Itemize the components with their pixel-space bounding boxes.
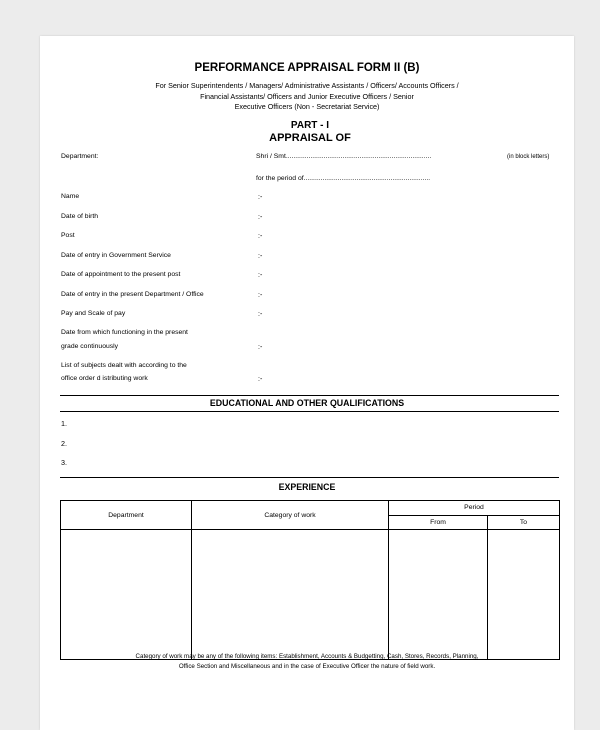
col-header-to: To (488, 515, 560, 530)
footnote-line1: Category of work may be any of the following items: Establishment, Accounts & Budgetting, Cash, Stores, Records, Planning, (135, 653, 479, 660)
qualification-item-2[interactable]: 2. (61, 439, 67, 448)
qualifications-heading: EDUCATIONAL AND OTHER QUALIFICATIONS (209, 398, 405, 408)
footnote-line2: Office Section and Miscellaneous and in the case of Executive Officer the nature of field work. (178, 663, 436, 670)
field-subjects-label-line1: List of subjects dealt with according to the (61, 362, 187, 369)
section-divider (60, 395, 559, 396)
field-appointment-input[interactable]: :- (258, 272, 263, 279)
field-post-input[interactable]: :- (258, 233, 263, 240)
field-subjects-label-line2: office order d istributing work (61, 375, 148, 382)
form-subtitle-line2: Financial Assistants/ Officers and Junior Executive Officers / Senior (200, 92, 414, 101)
field-pay-label: Pay and Scale of pay (61, 310, 126, 317)
col-header-category: Category of work (192, 501, 389, 530)
cell-from[interactable] (389, 530, 488, 660)
field-functioning-label-line2: grade continuously (61, 343, 119, 350)
block-letters-note: (in block letters) (507, 154, 550, 160)
field-name-input[interactable]: :- (258, 194, 263, 201)
field-appointment-label: Date of appointment to the present post (61, 271, 181, 278)
field-govt-entry-label: Date of entry in Government Service (61, 252, 171, 259)
qualification-item-1[interactable]: 1. (61, 419, 67, 428)
section-divider (60, 411, 559, 412)
field-dept-entry-label: Date of entry in the present Department / Office (61, 291, 204, 298)
form-subtitle-line1: For Senior Superintendents / Managers/ Administrative Assistants / Officers/ Accounts Officers / (155, 81, 459, 90)
experience-table (60, 500, 560, 660)
field-post-label: Post (61, 232, 75, 239)
section-divider (60, 477, 559, 478)
field-functioning-label-line1: Date from which functioning in the present (61, 329, 188, 336)
part-heading: PART - I (290, 120, 330, 131)
field-dept-entry-input[interactable]: :- (258, 292, 263, 299)
field-dob-label: Date of birth (61, 213, 99, 220)
col-header-from: From (389, 515, 488, 530)
cell-department[interactable] (61, 530, 192, 660)
shri-field[interactable]: Shri / Smt............................................................................. (256, 153, 432, 160)
department-label: Department: (61, 153, 99, 160)
field-dob-input[interactable]: :- (258, 214, 263, 221)
field-name-label: Name (61, 193, 80, 200)
field-functioning-input[interactable]: :- (258, 344, 263, 351)
field-govt-entry-input[interactable]: :- (258, 253, 263, 260)
cell-to[interactable] (488, 530, 560, 660)
form-subtitle-line3: Executive Officers (Non - Secretariat Service) (234, 102, 380, 111)
experience-heading: EXPERIENCE (278, 482, 336, 492)
qualification-item-3[interactable]: 3. (61, 458, 67, 467)
field-pay-input[interactable]: :- (258, 311, 263, 318)
col-header-period: Period (389, 501, 560, 516)
col-header-department: Department (61, 501, 192, 530)
appraisal-of-heading: APPRAISAL OF (269, 132, 351, 144)
form-page (40, 36, 574, 730)
form-title: PERFORMANCE APPRAISAL FORM II (B) (194, 62, 420, 74)
field-subjects-input[interactable]: :- (258, 376, 263, 383)
period-field[interactable]: for the period of................................................................... (256, 175, 431, 182)
cell-category[interactable] (192, 530, 389, 660)
